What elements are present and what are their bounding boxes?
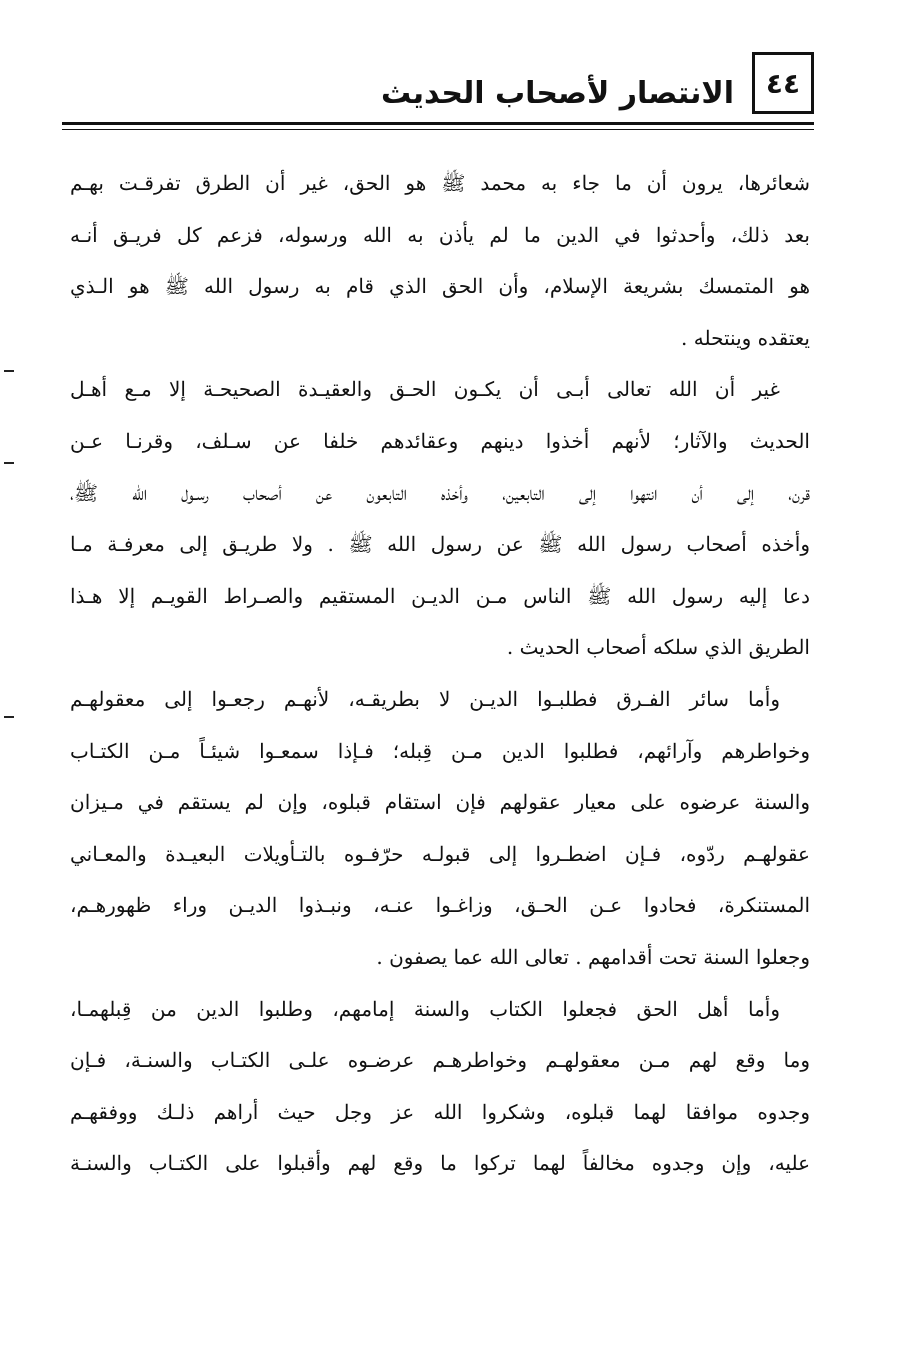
text-line: وخواطرهم وآرائهم، فطلبوا الدين مـن قِبله؛ فـإذا سمعـوا شيئـاً مـن الكتـاب xyxy=(70,738,810,763)
text-line: والسنة عرضوه على معيار عقولهم فإن استقام قبلوه، وإن لم يستقم في مـيزان xyxy=(70,790,810,815)
text-line: وجدوه موافقا لهما قبلوه، وشكروا الله عز وجل حيث أراهم ذلـك ووفقهـم xyxy=(70,1099,810,1124)
text-line: عليه، وإن وجدوه مخالفاً لهما تركوا ما وقع لهم وأقبلوا على الكتـاب والسنـة xyxy=(70,1151,810,1176)
text-line: هو المتمسك بشريعة الإسلام، وأن الحق الذي قام به رسول الله ﷺ هو الـذي xyxy=(70,274,810,299)
body-text xyxy=(70,158,810,1190)
text-line: غير أن الله تعالى أبـى أن يكـون الحـق والعقيـدة الصحيحـة إلا مـع أهـل xyxy=(70,377,780,402)
text-line: دعا إليه رسول الله ﷺ الناس مـن الديـن المستقيم والصـراط القويـم إلا هـذا xyxy=(70,583,810,608)
text-line: وأما سائر الفـرق فطلبـوا الديـن لا بطريقـه، لأنهـم رجعـوا إلى معقولهـم xyxy=(70,686,780,711)
text-line: عقولهـم ردّوه، فـإن اضطـروا إلى قبولـه حرّفـوه بالتـأويلات البعيـدة والمعـاني xyxy=(70,841,810,866)
text-line: وأما أهل الحق فجعلوا الكتاب والسنة إمامهم، وطلبوا الدين من قِبلهمـا، xyxy=(70,996,780,1021)
running-title: الانتصار لأصحاب الحديث xyxy=(381,76,734,111)
page-number: ٤٤ xyxy=(752,52,814,114)
text-line: قرن، إلى أن انتهوا إلى التابعين، وأخذه التابعون عن أصحاب رسـول الله ﷺ، xyxy=(70,480,810,505)
text-line: وما وقع لهم مـن معقولهـم وخواطرهـم عرضـوه علـى الكتـاب والسنـة، فـإن xyxy=(70,1048,810,1073)
text-line: وأخذه أصحاب رسول الله ﷺ عن رسول الله ﷺ . ولا طريـق إلى معرفـة مـا xyxy=(70,532,810,557)
text-line: الحديث والآثار؛ لأنهم أخذوا دينهم وعقائدهم خلفا عن سـلف، وقرنـا عـن xyxy=(70,428,810,453)
header-rule-thick xyxy=(62,122,814,125)
page-header xyxy=(62,50,814,128)
margin-mark xyxy=(4,462,14,464)
text-line: المستنكرة، فحادوا عـن الحـق، وزاغـوا عنـه، ونبـذوا الديـن وراء ظهورهـم، xyxy=(70,893,810,918)
text-line: الطريق الذي سلكه أصحاب الحديث . xyxy=(506,635,810,660)
margin-mark xyxy=(4,370,14,372)
text-line: وجعلوا السنة تحت أقدامهم . تعالى الله عما يصفون . xyxy=(376,944,810,969)
text-line: شعائرها، يرون أن ما جاء به محمد ﷺ هو الحق، غير أن الطرق تفرقـت بهـم xyxy=(70,171,810,195)
margin-mark xyxy=(4,716,14,718)
header-rule-thin xyxy=(62,129,814,130)
text-line: يعتقده وينتحله . xyxy=(681,325,810,350)
text-line: بعد ذلك، وأحدثوا في الدين ما لم يأذن به الله ورسوله، فزعم كل فريـق أنـه xyxy=(70,222,810,247)
